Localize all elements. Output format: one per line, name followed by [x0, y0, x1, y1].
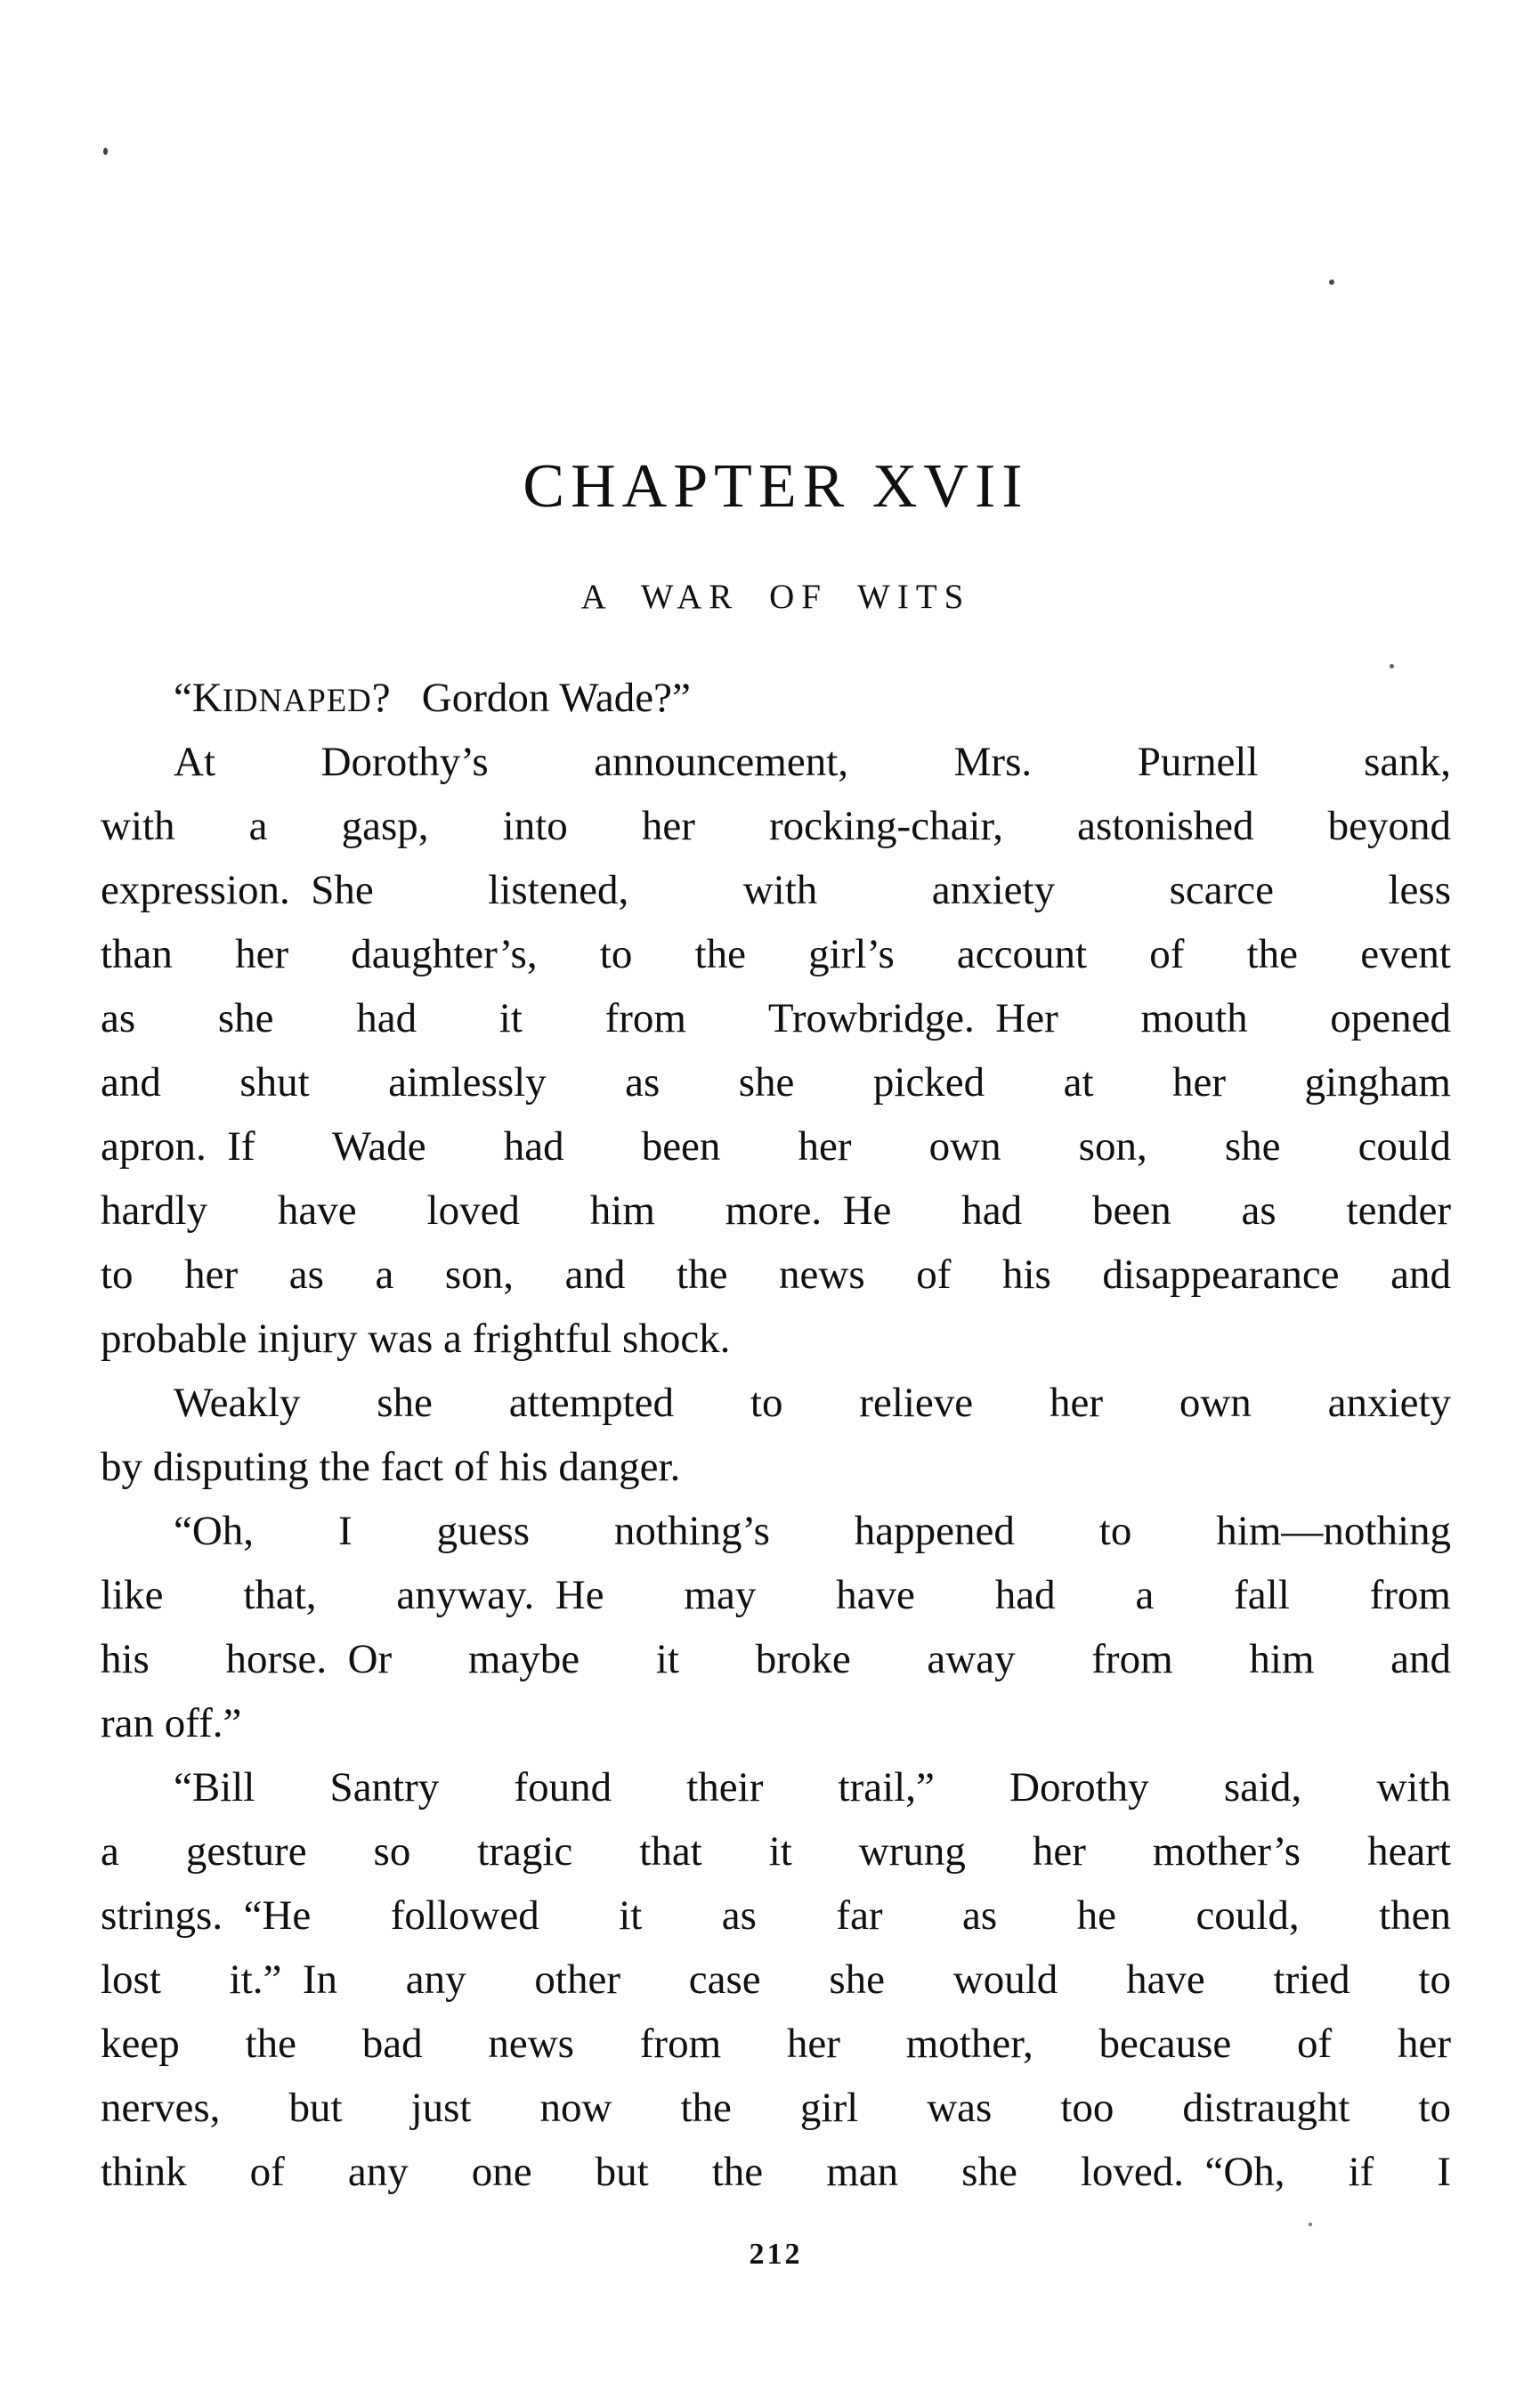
text-line: Weakly she attempted to relieve her own anxiety	[174, 1380, 1451, 1426]
scan-speck	[1390, 664, 1394, 668]
text-line: “Bill Santry found their trail,” Dorothy said, with	[174, 1764, 1451, 1811]
chapter-title: CHAPTER XVII	[523, 452, 1029, 521]
text-line: strings. “He followed it as far as he could, then	[101, 1892, 1451, 1939]
text-segment: ? Gordon Wade?”	[371, 675, 691, 721]
text-line: like that, anyway. He may have had a fall from	[101, 1572, 1451, 1618]
text-line: “Oh, I guess nothing’s happened to him—nothing	[174, 1508, 1451, 1554]
text-line: nerves, but just now the girl was too distraught to	[101, 2085, 1451, 2131]
text-line: lost it.” In any other case she would have tried to	[101, 1956, 1451, 2003]
text-segment: “K	[174, 675, 223, 721]
text-line: hardly have loved him more. He had been as tender	[101, 1187, 1451, 1234]
chapter-subtitle: A WAR OF WITS	[580, 578, 971, 616]
small-caps-text: IDNAPED	[222, 682, 372, 718]
text-line: probable injury was a frightful shock.	[101, 1316, 731, 1362]
text-line: with a gasp, into her rocking-chair, astonished beyond	[101, 803, 1451, 849]
page-number: 212	[749, 2238, 803, 2271]
text-line: and shut aimlessly as she picked at her gingham	[101, 1059, 1451, 1106]
text-line: ran off.”	[101, 1700, 242, 1746]
text-line: by disputing the fact of his danger.	[101, 1444, 681, 1490]
text-line: his horse. Or maybe it broke away from him and	[101, 1636, 1451, 1682]
text-line: expression. She listened, with anxiety scarce less	[101, 867, 1451, 913]
text-line: to her as a son, and the news of his disappearance and	[101, 1252, 1451, 1298]
text-line: At Dorothy’s announcement, Mrs. Purnell sank,	[174, 739, 1451, 785]
scan-speck	[103, 148, 108, 155]
text-line	[101, 666, 1451, 730]
text-line: think of any one but the man she loved. “Oh, if I	[101, 2149, 1451, 2195]
text-line: keep the bad news from her mother, because of her	[101, 2021, 1451, 2067]
text-line: as she had it from Trowbridge. Her mouth opened	[101, 995, 1451, 1041]
text-line: than her daughter’s, to the girl’s account of the event	[101, 931, 1451, 977]
scan-speck	[1309, 2223, 1312, 2226]
body-text-block	[101, 666, 1451, 2204]
text-line: apron. If Wade had been her own son, she could	[101, 1123, 1451, 1170]
text-line: a gesture so tragic that it wrung her mother’s heart	[101, 1828, 1451, 1875]
scan-speck	[1329, 279, 1334, 285]
